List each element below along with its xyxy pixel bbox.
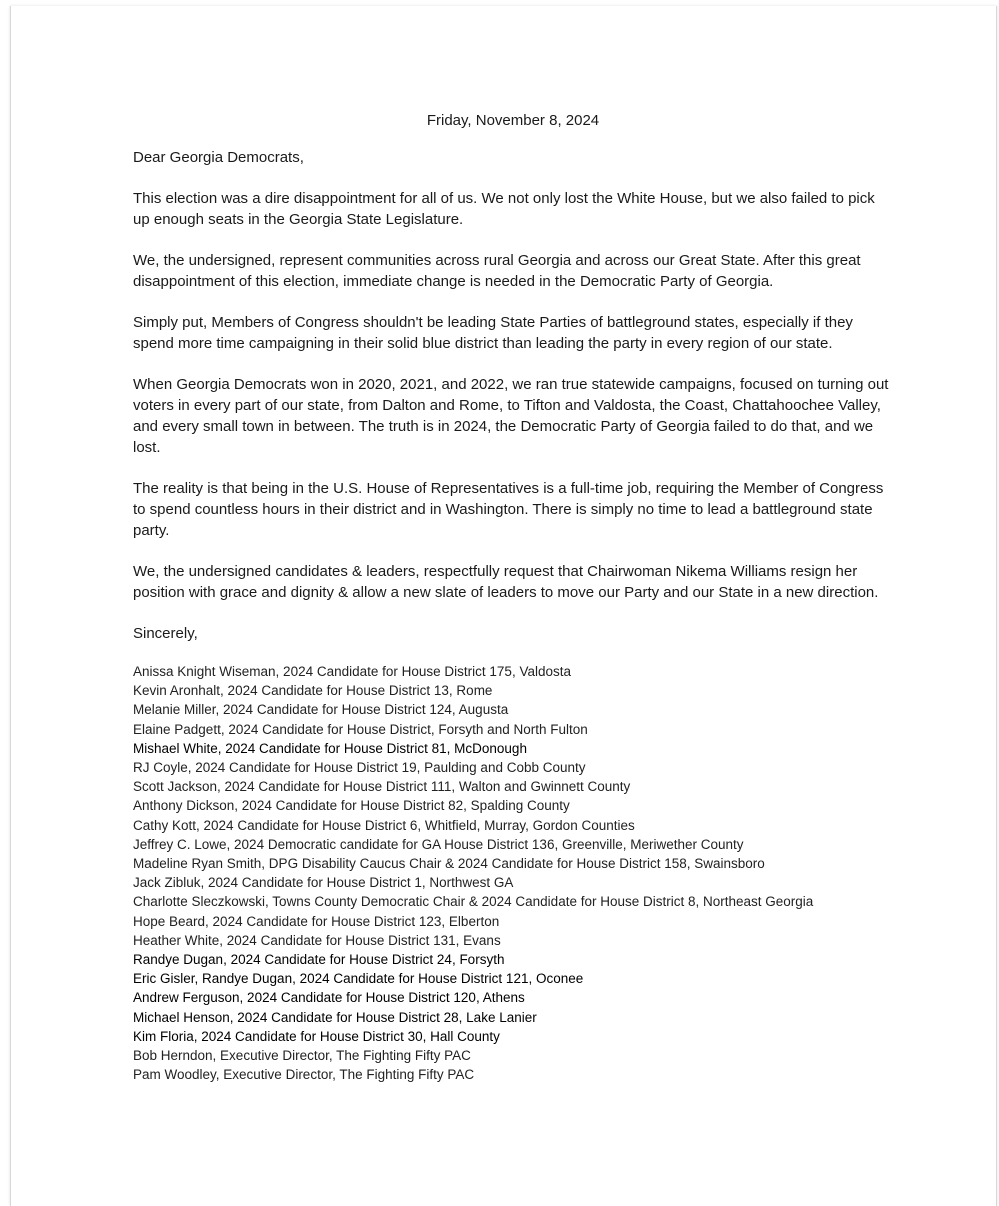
signer: Eric Gisler, Randye Dugan, 2024 Candidate for House District 121, Oconee [133, 971, 584, 987]
paragraph: We, the undersigned, represent communities across rural Georgia and across our Great State. After this great disappointment of this election, immediate change is needed in the Democratic Party of Georgia. [133, 252, 861, 290]
letter-date: Friday, November 8, 2024 [426, 112, 600, 129]
signer: Randye Dugan, 2024 Candidate for House District 24, Forsyth [133, 952, 505, 968]
paragraph: Simply put, Members of Congress shouldn't be leading State Parties of battleground states, especially if they spend more time campaigning in their solid blue district than leading the party in every region of our state. [133, 314, 853, 352]
signer: Melanie Miller, 2024 Candidate for House District 124, Augusta [133, 702, 509, 718]
signer: Kim Floria, 2024 Candidate for House District 30, Hall County [133, 1028, 500, 1044]
signer: Heather White, 2024 Candidate for House District 131, Evans [133, 932, 501, 948]
signer: Bob Herndon, Executive Director, The Fighting Fifty PAC [133, 1048, 471, 1064]
signer: Kevin Aronhalt, 2024 Candidate for House District 13, Rome [133, 683, 493, 699]
signer: Michael Henson, 2024 Candidate for House District 28, Lake Lanier [133, 1009, 537, 1025]
signer: Anthony Dickson, 2024 Candidate for House District 82, Spalding County [133, 798, 570, 814]
signer: Scott Jackson, 2024 Candidate for House District 111, Walton and Gwinnett County [133, 779, 631, 795]
signer: Jeffrey C. Lowe, 2024 Democratic candidate for GA House District 136, Greenville, Meriwether County [133, 836, 744, 852]
closing: Sincerely, [133, 625, 198, 642]
signer: Hope Beard, 2024 Candidate for House District 123, Elberton [133, 913, 500, 929]
signer: Madeline Ryan Smith, DPG Disability Caucus Chair & 2024 Candidate for House District 158, Swainsboro [133, 856, 765, 872]
signer: Charlotte Sleczkowski, Towns County Democratic Chair & 2024 Candidate for House District 8, Northeast Georgia [133, 894, 814, 910]
paragraph: When Georgia Democrats won in 2020, 2021, and 2022, we ran true statewide campaigns, focused on turning out voters in every part of our state, from Dalton and Rome, to Tifton and Valdosta, the Coast, Chattahoochee Valley, and every small town in between. The truth is in 2024, the Democratic Party of Georgia failed to do that, and we lost. [133, 376, 889, 456]
signer: RJ Coyle, 2024 Candidate for House District 19, Paulding and Cobb County [133, 760, 586, 776]
signer: Cathy Kott, 2024 Candidate for House District 6, Whitfield, Murray, Gordon Counties [133, 817, 635, 833]
letter-page [10, 6, 997, 1206]
signer: Andrew Ferguson, 2024 Candidate for House District 120, Athens [133, 990, 525, 1006]
signer-list [133, 662, 893, 1084]
signer: Elaine Padgett, 2024 Candidate for House District, Forsyth and North Fulton [133, 721, 588, 737]
signer: Mishael White, 2024 Candidate for House District 81, McDonough [133, 740, 527, 756]
signer: Jack Zibluk, 2024 Candidate for House District 1, Northwest GA [133, 875, 514, 891]
signer: Pam Woodley, Executive Director, The Fighting Fifty PAC [133, 1067, 475, 1083]
letter-body [133, 110, 893, 1084]
paragraph: This election was a dire disappointment for all of us. We not only lost the White House, but we also failed to pick up enough seats in the Georgia State Legislature. [133, 190, 875, 228]
salutation: Dear Georgia Democrats, [133, 149, 304, 166]
signer: Anissa Knight Wiseman, 2024 Candidate for House District 175, Valdosta [133, 664, 571, 679]
paragraph: We, the undersigned candidates & leaders, respectfully request that Chairwoman Nikema Williams resign her position with grace and dignity & allow a new slate of leaders to move our Party and our State in a new direction. [133, 563, 879, 601]
paragraph: The reality is that being in the U.S. House of Representatives is a full-time job, requiring the Member of Congress to spend countless hours in their district and in Washington. There is simply no time to lead a battleground state party. [133, 480, 884, 539]
